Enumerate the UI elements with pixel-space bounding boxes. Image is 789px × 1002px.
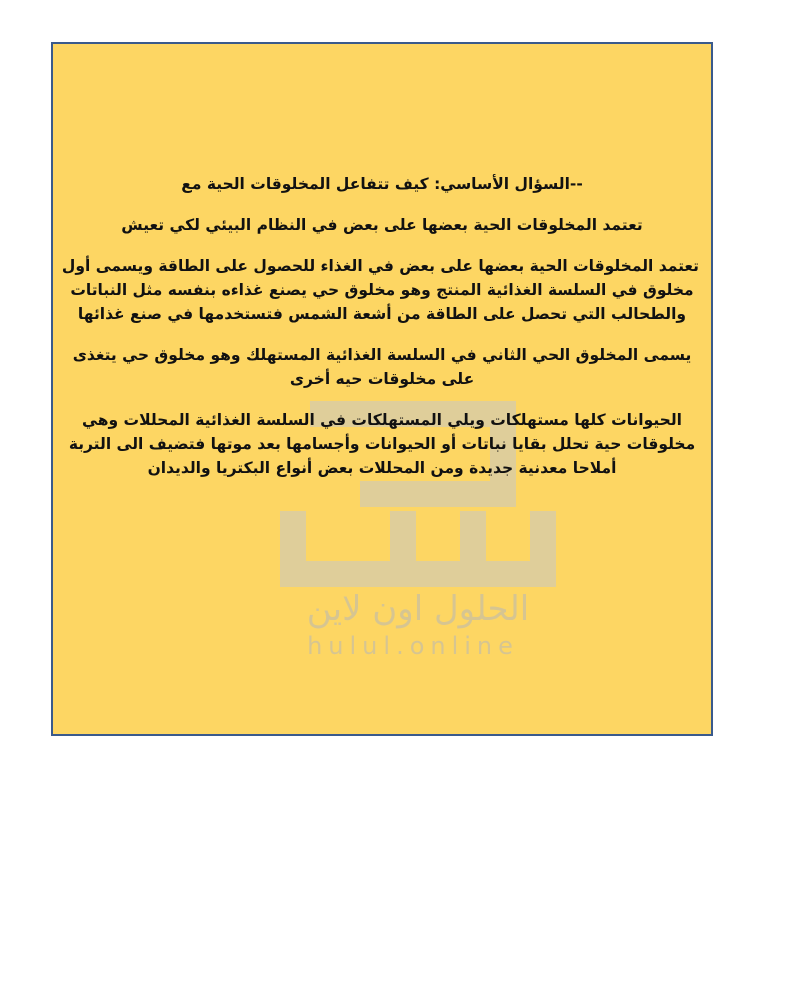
essential-question: --السؤال الأساسي: كيف تتفاعل المخلوقات الحية مع xyxy=(181,175,583,193)
watermark-latin-text: hulul.online xyxy=(307,632,519,660)
paragraph-4-line-1: الحيوانات كلها مستهلكات ويلي المستهلكات في السلسة الغذائية المحللات وهي xyxy=(82,411,682,429)
paragraph-2-line-3: والطحالب التي تحصل على الطاقة من أشعة الشمس فتستخدمها في صنع غذائها xyxy=(77,305,687,323)
content-card xyxy=(51,42,713,736)
lesson-text xyxy=(61,172,699,480)
paragraph-1-line-1: تعتمد المخلوقات الحية بعضها على بعض في النظام البيئي لكي تعيش xyxy=(121,216,643,234)
paragraph-2-line-1: تعتمد المخلوقات الحية بعضها على بعض في الغذاء للحصول على الطاقة ويسمى أول xyxy=(61,257,699,275)
paragraph-3-line-2: على مخلوقات حيه أخرى xyxy=(289,370,475,388)
paragraph-3-line-1: يسمى المخلوق الحي الثاني في السلسة الغذائية المستهلك وهو مخلوق حي يتغذى xyxy=(72,346,692,364)
paragraph-4-line-2: مخلوقات حية تحلل بقايا نباتات أو الحيوانات وأجسامها بعد موتها فتضيف الى التربة xyxy=(68,435,696,453)
watermark-arabic-text: الحلول اون لاين xyxy=(306,589,530,629)
paragraph-2-line-2: مخلوق في السلسة الغذائية المنتج وهو مخلوق حي يصنع غذاءه بنفسه مثل النباتات xyxy=(70,281,694,299)
paragraph-4-line-3: أملاحا معدنية جديدة ومن المحللات بعض أنواع البكتريا والديدان xyxy=(147,459,617,477)
